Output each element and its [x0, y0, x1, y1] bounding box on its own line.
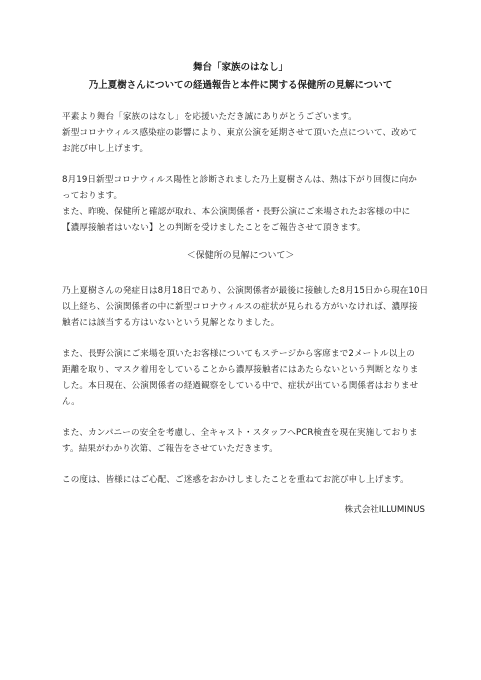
paragraph-line: す。結果がわかり次第、ご報告をさせていただきます。 — [62, 444, 278, 454]
company-signature: 株式会社ILLUMINUS — [344, 505, 425, 515]
paragraph-line: っております。 — [62, 191, 123, 201]
paragraph-line: 触者には該当する方はいないという見解となりました。 — [62, 318, 280, 328]
paragraph-line: 【濃厚接触者はいない】との判断を受けましたことをご報告させて頂きます。 — [62, 223, 366, 233]
paragraph-line: ん。 — [62, 397, 80, 407]
paragraph-line: 距離を取り、マスク着用をしていることから濃厚接触者にはあたらないという判断となりま — [62, 365, 419, 375]
section-heading: ＜保健所の見解について＞ — [186, 251, 295, 261]
paragraph-line: 8月19日新型コロナウィルス陽性と診断されました乃上夏樹さんは、熱は下がり回復に向か — [62, 175, 417, 185]
paragraph-line: した。本日現在、公演関係者の経過観察をしている中で、症状が出ている関係者はおりませ — [62, 381, 419, 391]
paragraph-line: 新型コロナウィルス感染症の影響により、東京公演を延期させて頂いた点について、改めて — [62, 128, 418, 138]
paragraph-line: 乃上夏樹さんの発症日は8月18日であり、公演関係者が最後に接触した8月15日から現在10日 — [62, 286, 429, 296]
paragraph-line: この度は、皆様にはご心配、ご迷惑をおかけしましたことを重ねてお詫び申し上げます。 — [62, 475, 409, 485]
document-subtitle: 乃上夏樹さんについての経過報告と本件に関する保健所の見解について — [88, 80, 393, 91]
paragraph-line: 以上経ち、公演関係者の中に新型コロナウィルスの症状が見られる方がいなければ、濃厚接 — [62, 302, 418, 312]
document-title: 舞台「家族のはなし」 — [192, 62, 288, 73]
paragraph-line: また、昨晩、保健所と確認が取れ、本公演関係者・長野公演にご来場されたお客様の中に — [62, 207, 411, 217]
paragraph-line: お詫び申し上げます。 — [62, 144, 149, 154]
paragraph-line: また、カンパニーの安全を考慮し、全キャスト・スタッフへPCR検査を現在実施しておりま — [62, 428, 418, 438]
paragraph-line: 平素より舞台「家族のはなし」を応援いただき誠にありがとうございます。 — [62, 112, 357, 122]
paragraph-line: また、長野公演にご来場を頂いたお客様についてもステージから客席まで2メートル以上の — [62, 349, 415, 359]
